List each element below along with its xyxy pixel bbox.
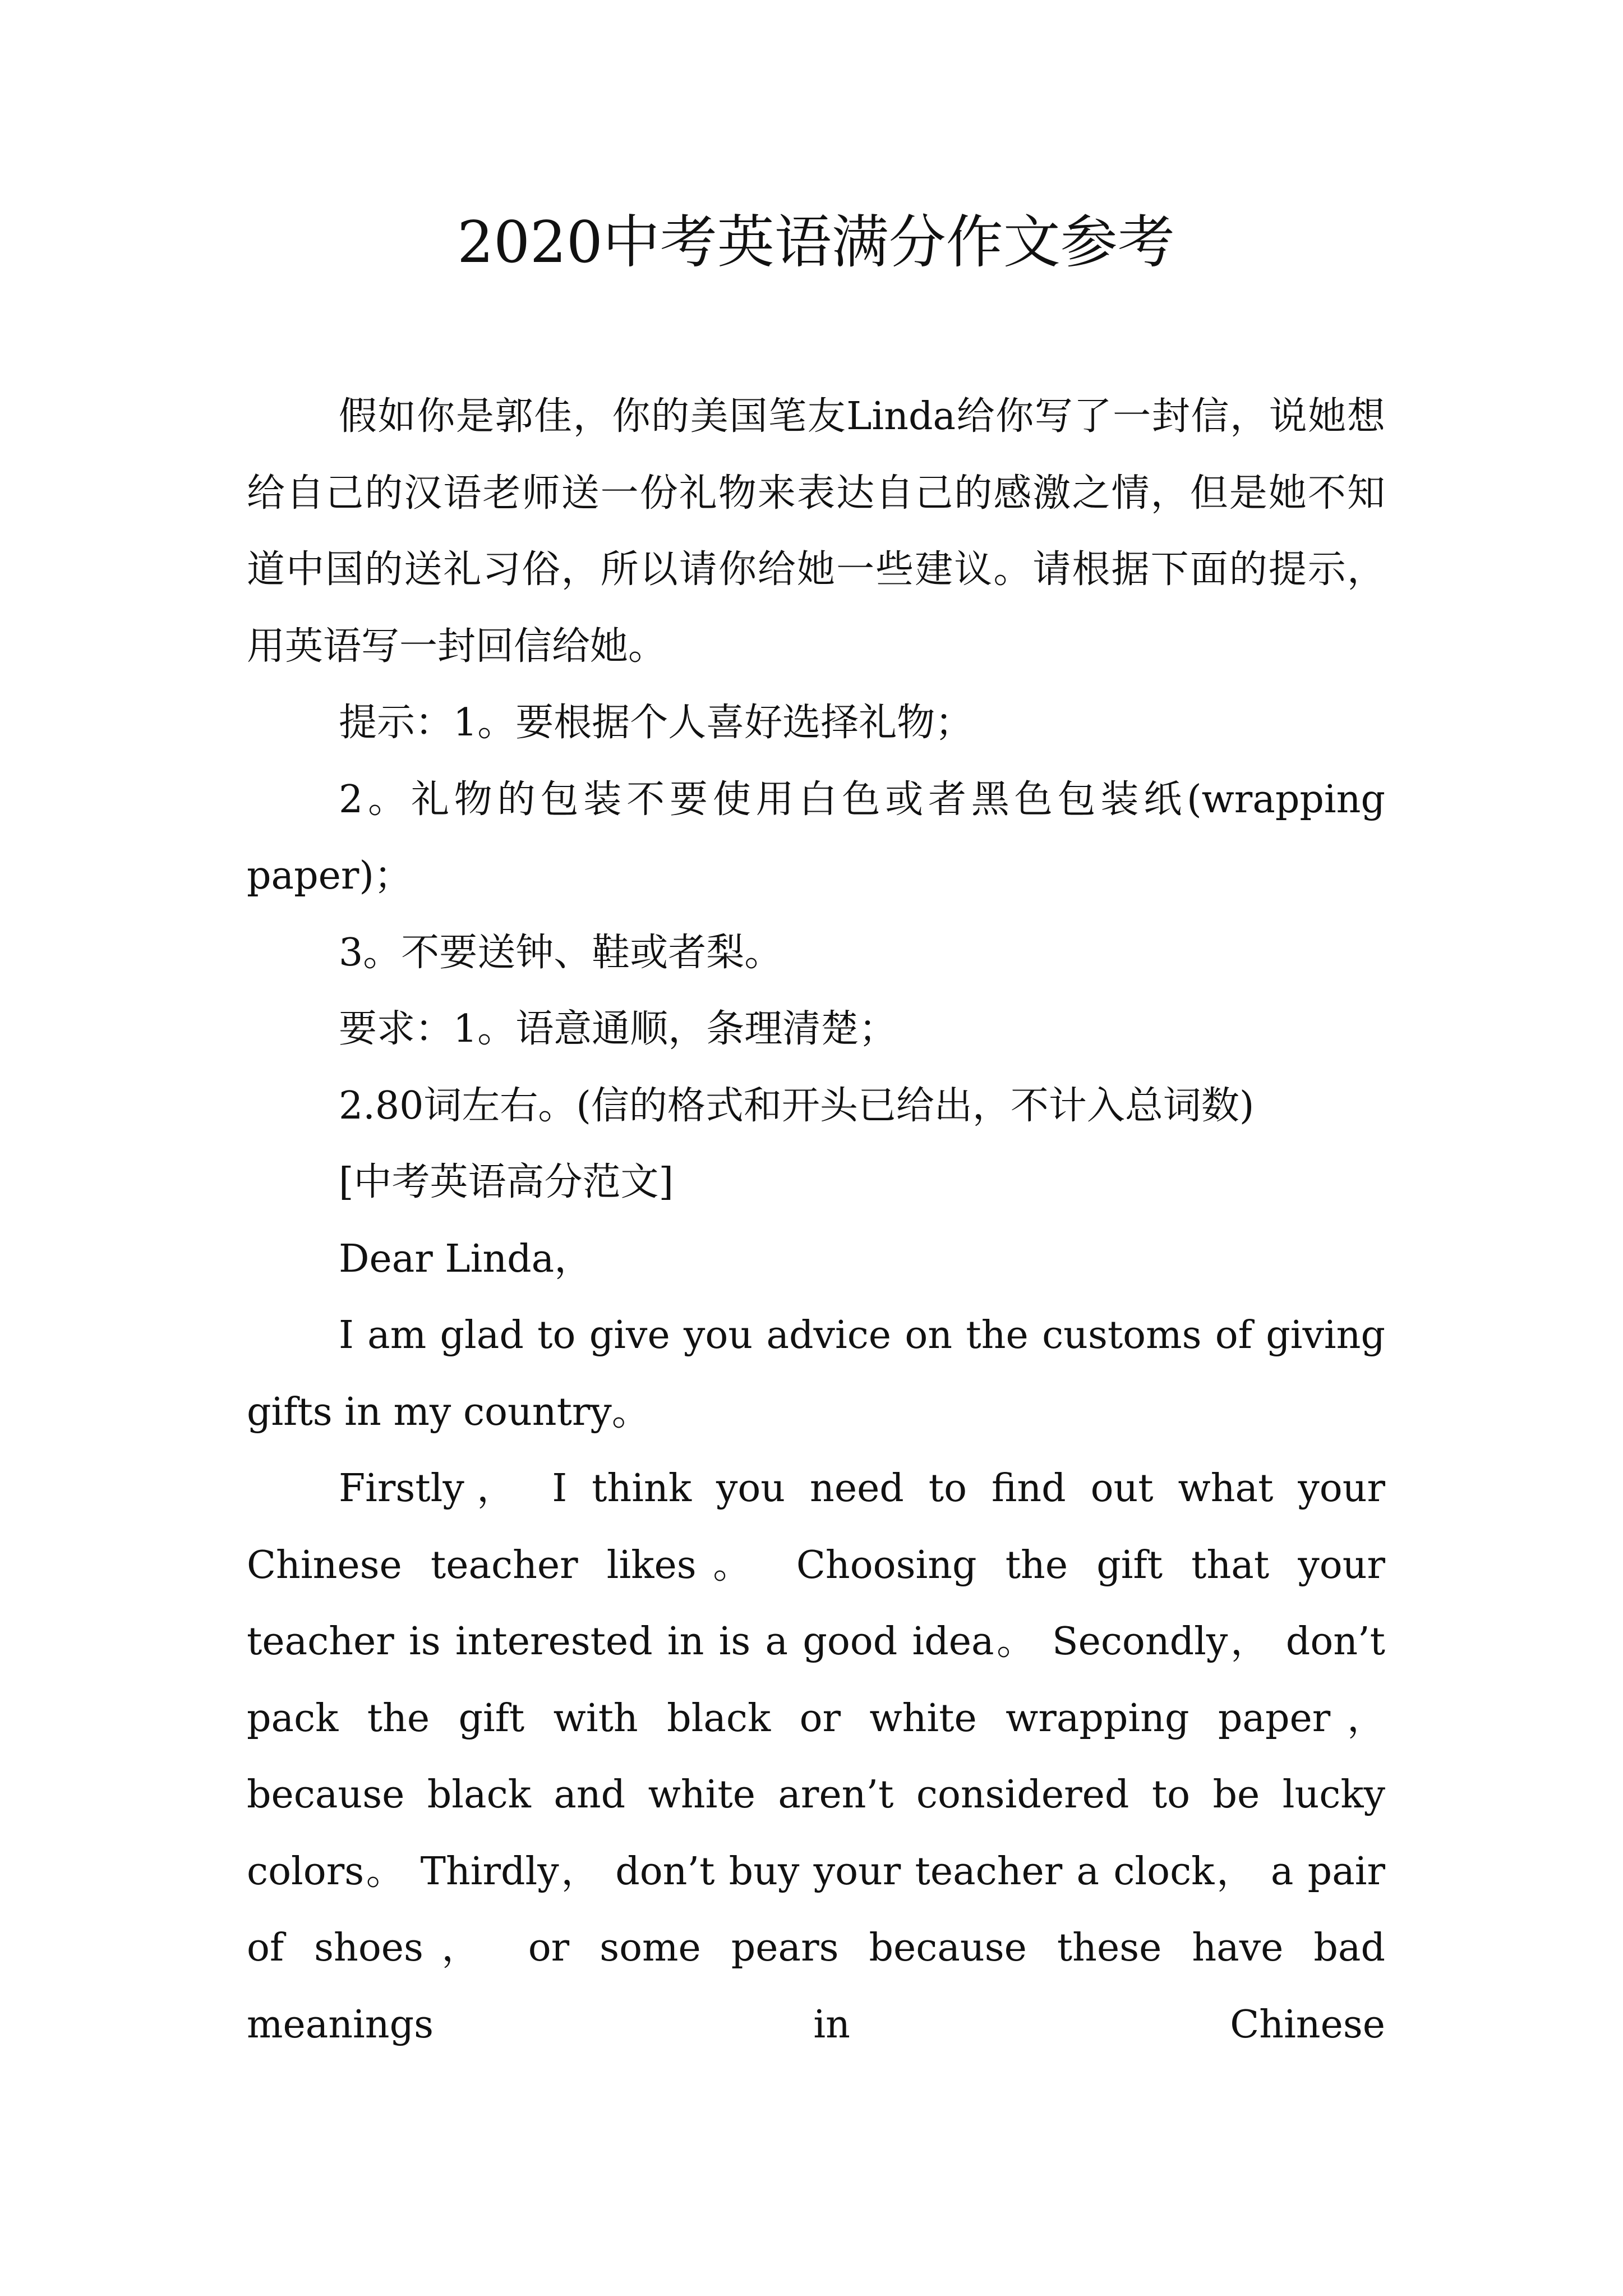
letter-paragraph-advice: Firstly， I think you need to find out what your Chinese teacher likes。 Choosing the gift that your teacher is interested in is a good idea。 Secondly， don’t pack the gift with black or white wrapping paper， because black and white aren’t considered to be lucky colors。 Thirdly， don’t buy your teacher a clock， a pair of shoes， or some pears because these have bad meanings in Chinese (247, 1466, 1386, 2047)
sample-essay-heading: [中考英语高分范文] (339, 1160, 674, 1204)
requirement-1-paragraph: 要求：1。语意通顺，条理清楚； (339, 1007, 897, 1051)
document-body (247, 379, 1385, 2063)
letter-salutation: Dear Linda， (339, 1236, 593, 1281)
hint-3-paragraph: 3。不要送钟、鞋或者梨。 (339, 930, 783, 975)
document-page (247, 0, 1385, 2296)
letter-paragraph-intro: I am glad to give you advice on the customs of giving gifts in my country。 (247, 1313, 1385, 1434)
document-title: 2020中考英语满分作文参考 (457, 209, 1175, 276)
hint-1-paragraph: 提示：1。要根据个人喜好选择礼物； (339, 701, 974, 745)
requirement-2-paragraph: 2.80词左右。(信的格式和开头已给出，不计入总词数) (339, 1083, 1255, 1128)
hint-2-paragraph: 2。礼物的包装不要使用白色或者黑色包装纸(wrapping paper)； (247, 777, 1385, 898)
task-description-paragraph: 假如你是郭佳，你的美国笔友Linda给你写了一封信，说她想给自己的汉语老师送一份礼物来表达自己的感激之情，但是她不知道中国的送礼习俗，所以请你给她一些建议。请根据下面的提示，用英语写一封回信给她。 (247, 394, 1385, 669)
